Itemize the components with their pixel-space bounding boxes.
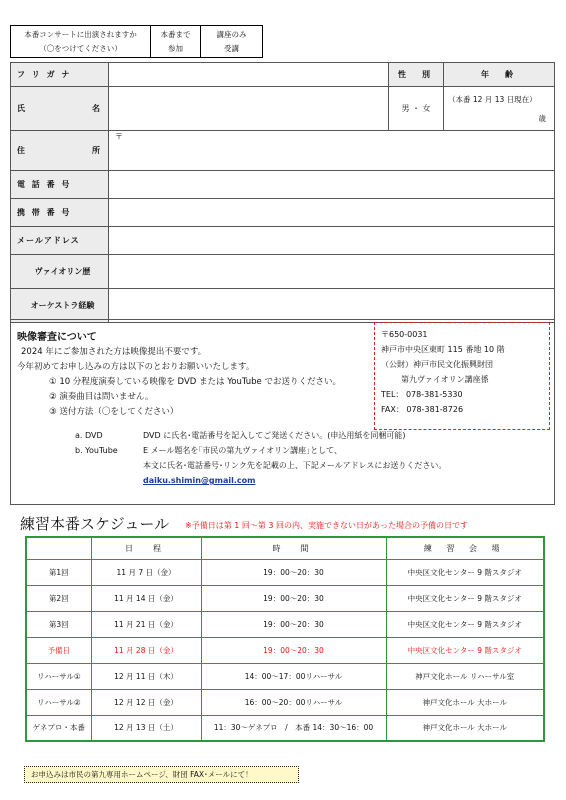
- age-field[interactable]: （本番 12 月 13 日現在） 歳: [444, 87, 555, 131]
- address-label: 住 所: [11, 131, 109, 171]
- table-row: 第2回 11 月 14 日（金） 19：00～20：30 中央区文化センター 9 階スタジオ: [26, 585, 544, 611]
- email-label: メールアドレス: [11, 227, 109, 255]
- table-row-reserve: 予備日 11 月 28 日（金） 19：00～20：30 中央区文化センター 9 階スタジオ: [26, 637, 544, 663]
- video-review-text: 映像審査について 2024 年にご参加された方は映像提出不要です。 今年初めてお申し込みの方は以下のとおりお願いいたします。 ① 10 分程度演奏している映像を DVD または YouTube でお送りください。 ② 演奏曲目は問いません。 ③ 送付方法（〇をしてください）: [17, 330, 417, 420]
- application-form: [10, 62, 555, 323]
- table-row: ゲネプロ・本番 12 月 13 日（土） 11：30～ゲネプロ / 本番 14：30～16：00 神戸文化ホール 大ホール: [26, 715, 544, 741]
- header-venue: 練 習 会 場: [386, 537, 544, 559]
- name-field[interactable]: [109, 87, 389, 131]
- address-field[interactable]: [109, 131, 555, 171]
- age-header: 年 齢: [444, 63, 555, 87]
- orchestra-exp-field[interactable]: [109, 289, 555, 323]
- table-row: 第3回 11 月 21 日（金） 19：00～20：30 中央区文化センター 9 階スタジオ: [26, 611, 544, 637]
- name-label: 氏 名: [11, 87, 109, 131]
- table-row: リハーサル② 12 月 12 日（金） 16：00～20：00リハーサル 神戸文化ホール 大ホール: [26, 689, 544, 715]
- header-time: 時 間: [201, 537, 386, 559]
- mobile-label: 携 帯 番 号: [11, 199, 109, 227]
- header-session: [26, 537, 91, 559]
- video-review-section: [10, 319, 555, 505]
- gender-header: 性 別: [389, 63, 444, 87]
- participation-table: [10, 25, 263, 58]
- email-field[interactable]: [109, 227, 555, 255]
- violin-history-field[interactable]: [109, 255, 555, 289]
- furigana-field[interactable]: [109, 63, 389, 87]
- header-date: 日 程: [91, 537, 201, 559]
- schedule-title: 練習本番スケジュール: [20, 515, 170, 533]
- table-row: 第1回 11 月 7 日（金） 19：00～20：30 中央区文化センター 9 階スタジオ: [26, 559, 544, 585]
- submission-methods: a. DVD DVD に氏名･電話番号を記入してご発送ください。(申込用紙を同梱可能) b. YouTube E メール題名を｢市民の第九ヴァイオリン講座｣として、 本文に氏名･電話番号･リンク先を記載の上、下記メールアドレスにお送りください。 daiku.shimin@gmail.com: [75, 428, 555, 488]
- contact-box: 〒650-0031 神戸市中央区東町 115 番地 10 階 （公財）神戸市民文化振興財団 第九ヴァイオリン講座係 TEL： 078-381-5330 FAX： 078-381-8726: [374, 322, 550, 430]
- email-link[interactable]: daiku.shimin@gmail.com: [143, 476, 256, 485]
- mobile-field[interactable]: [109, 199, 555, 227]
- participation-question: 本番コンサートに出演されますか （〇をつけてください）: [11, 26, 151, 58]
- phone-field[interactable]: [109, 171, 555, 199]
- orchestra-exp-label: オーケストラ経験: [11, 289, 109, 323]
- video-review-title: 映像審査について: [17, 332, 97, 343]
- phone-label: 電 話 番 号: [11, 171, 109, 199]
- schedule-note: ※予備日は第 1 回～第 3 回の内、実施できない日があった場合の予備の日です: [185, 521, 468, 530]
- schedule-table: [25, 536, 545, 742]
- option-full-participation[interactable]: 本番まで 参加: [151, 26, 201, 58]
- gender-options[interactable]: 男 ・ 女: [389, 87, 444, 131]
- violin-history-label: ヴァイオリン歴: [11, 255, 109, 289]
- furigana-label: フ リ ガ ナ: [11, 63, 109, 87]
- table-row: リハーサル① 12 月 11 日（木） 14：00～17：00リハーサル 神戸文化ホール リハーサル室: [26, 663, 544, 689]
- postal-mark: 〒: [115, 132, 123, 141]
- option-lesson-only[interactable]: 講座のみ 受講: [201, 26, 263, 58]
- footer-note: お申込みは市民の第九専用ホームページ、財団 FAX･メールにて！: [24, 766, 299, 783]
